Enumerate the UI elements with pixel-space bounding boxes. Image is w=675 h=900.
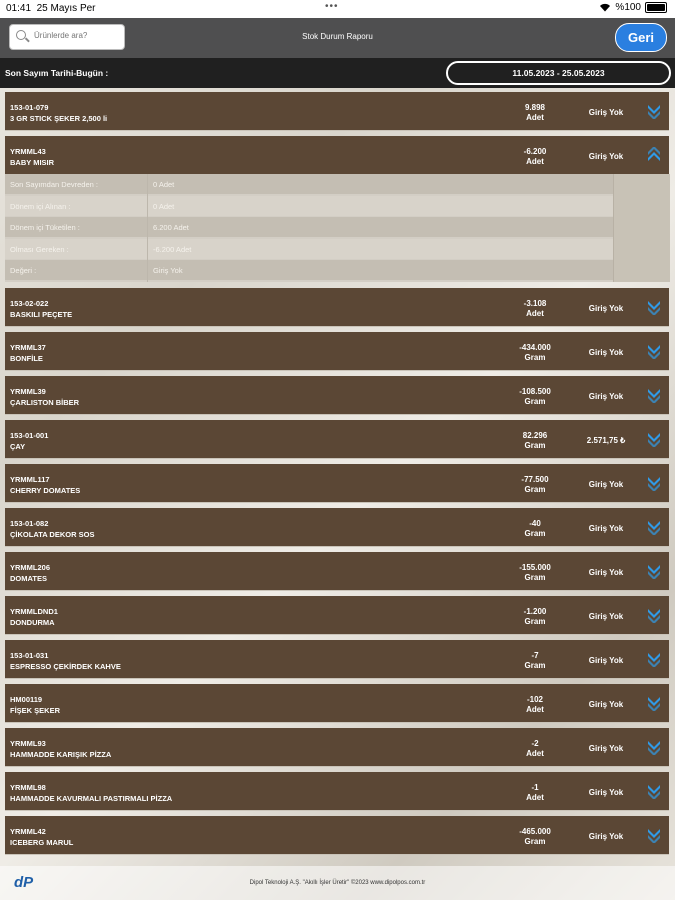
quantity-value: -155.000 xyxy=(519,563,551,572)
detail-value: Giriş Yok xyxy=(153,266,183,276)
detail-key: Dönem içi Alınan : xyxy=(10,201,71,211)
product-name: BABY MISIR xyxy=(10,158,55,167)
date-bar xyxy=(0,58,675,88)
product-status: Giriş Yok xyxy=(588,656,624,665)
table-row[interactable] xyxy=(5,772,669,810)
table-row[interactable] xyxy=(5,640,669,678)
table-row[interactable] xyxy=(5,92,669,130)
page-title: Stok Durum Raporu xyxy=(302,32,373,41)
table-row[interactable] xyxy=(5,332,669,370)
stock-list xyxy=(5,92,669,860)
product-name: ICEBERG MARUL xyxy=(10,838,74,847)
detail-value: 6.200 Adet xyxy=(153,223,189,233)
chevron-down-icon[interactable] xyxy=(646,695,662,711)
date-range-button[interactable]: 11.05.2023 - 25.05.2023 xyxy=(446,61,671,85)
product-status: Giriş Yok xyxy=(588,832,624,841)
product-code: YRMMLDND1 xyxy=(10,607,58,616)
product-quantity xyxy=(510,739,560,759)
product-code: 153-02-022 xyxy=(10,299,49,308)
table-row[interactable] xyxy=(5,552,669,590)
chevron-down-icon[interactable] xyxy=(646,103,662,119)
table-row[interactable] xyxy=(5,288,669,326)
footer xyxy=(0,866,675,900)
detail-value: 0 Adet xyxy=(153,180,175,189)
quantity-unit: Gram xyxy=(524,485,546,494)
product-status: Giriş Yok xyxy=(588,612,624,621)
product-status: Giriş Yok xyxy=(588,788,624,797)
product-name: CHERRY DOMATES xyxy=(10,486,81,495)
product-status: Giriş Yok xyxy=(588,480,624,489)
product-quantity xyxy=(510,783,560,803)
wifi-icon xyxy=(599,3,611,12)
detail-value: -6.200 Adet xyxy=(153,244,192,254)
product-quantity xyxy=(510,103,560,123)
quantity-value: -1.200 xyxy=(523,607,547,616)
product-code: YRMML93 xyxy=(10,739,46,748)
chevron-down-icon[interactable] xyxy=(646,827,662,843)
chevron-down-icon[interactable] xyxy=(646,519,662,535)
top-bar xyxy=(0,18,675,58)
quantity-unit: Gram xyxy=(524,617,546,626)
quantity-value: -3.108 xyxy=(523,299,547,308)
quantity-unit: Adet xyxy=(526,309,544,318)
chevron-down-icon[interactable] xyxy=(646,563,662,579)
product-status: Giriş Yok xyxy=(588,304,624,313)
table-row[interactable] xyxy=(5,816,669,854)
product-status: Giriş Yok xyxy=(588,568,624,577)
product-code: HM00119 xyxy=(10,695,43,704)
detail-key: Son Sayımdan Devreden : xyxy=(10,180,98,189)
product-quantity xyxy=(510,387,560,407)
product-name: HAMMADDE KARIŞIK PİZZA xyxy=(10,750,112,759)
battery-percent: %100 xyxy=(615,2,641,13)
table-row[interactable] xyxy=(5,728,669,766)
product-code: YRMML37 xyxy=(10,343,46,352)
quantity-unit: Gram xyxy=(524,397,546,406)
quantity-unit: Adet xyxy=(526,113,544,122)
chevron-down-icon[interactable] xyxy=(646,299,662,315)
chevron-down-icon[interactable] xyxy=(646,607,662,623)
product-name: DONDURMA xyxy=(10,618,55,627)
quantity-value: -465.000 xyxy=(519,827,551,836)
quantity-unit: Gram xyxy=(524,353,546,362)
product-name: FİŞEK ŞEKER xyxy=(10,706,61,715)
detail-row xyxy=(5,239,613,259)
product-name: BASKILI PEÇETE xyxy=(10,310,73,319)
quantity-value: -102 xyxy=(526,695,543,704)
quantity-value: -108.500 xyxy=(519,387,551,396)
chevron-up-icon[interactable] xyxy=(646,147,662,163)
product-status: Giriş Yok xyxy=(588,392,624,401)
chevron-down-icon[interactable] xyxy=(646,651,662,667)
row-detail-panel xyxy=(5,174,669,282)
product-name: 3 GR STICK ŞEKER 2,500 li xyxy=(10,114,108,123)
quantity-value: 9.898 xyxy=(524,103,546,112)
product-name: HAMMADDE KAVURMALI PASTIRMALI PİZZA xyxy=(10,794,173,803)
chevron-down-icon[interactable] xyxy=(646,387,662,403)
detail-key: Olması Gereken : xyxy=(10,244,69,254)
detail-side-panel xyxy=(613,174,670,282)
chevron-down-icon[interactable] xyxy=(646,475,662,491)
product-quantity xyxy=(510,431,560,451)
product-status: 2.571,75 ₺ xyxy=(586,436,626,445)
product-status: Giriş Yok xyxy=(588,524,624,533)
quantity-value: -77.500 xyxy=(521,475,549,484)
dipol-logo: dP xyxy=(14,874,34,891)
battery-icon xyxy=(645,2,667,13)
quantity-unit: Gram xyxy=(524,661,546,670)
product-quantity xyxy=(510,519,560,539)
chevron-down-icon[interactable] xyxy=(646,343,662,359)
product-name: DOMATES xyxy=(10,574,47,583)
quantity-unit: Gram xyxy=(524,529,546,538)
product-name: ÇAY xyxy=(10,442,26,451)
product-code: 153-01-031 xyxy=(10,651,49,660)
table-row[interactable] xyxy=(5,420,669,458)
chevron-down-icon[interactable] xyxy=(646,783,662,799)
multitask-dots[interactable]: ••• xyxy=(325,1,339,12)
detail-key: Dönem içi Tüketilen : xyxy=(10,223,80,233)
table-row[interactable] xyxy=(5,596,669,634)
detail-row xyxy=(5,217,613,237)
quantity-value: -7 xyxy=(531,651,539,660)
product-code: 153-01-082 xyxy=(10,519,49,528)
table-row[interactable] xyxy=(5,464,669,502)
product-code: YRMML206 xyxy=(10,563,51,572)
quantity-unit: Gram xyxy=(524,837,546,846)
detail-key: Değeri : xyxy=(10,266,37,276)
date-label: Son Sayım Tarihi-Bugün : xyxy=(5,68,109,78)
product-quantity xyxy=(510,827,560,847)
product-quantity xyxy=(510,343,560,363)
quantity-value: -2 xyxy=(531,739,539,748)
quantity-value: 82.296 xyxy=(522,431,548,440)
product-quantity xyxy=(510,607,560,627)
product-code: YRMML98 xyxy=(10,783,46,792)
table-row[interactable] xyxy=(5,684,669,722)
product-name: BONFİLE xyxy=(10,354,43,363)
product-quantity xyxy=(510,651,560,671)
detail-row xyxy=(5,196,613,216)
product-code: 153-01-079 xyxy=(10,103,49,112)
quantity-value: -6.200 xyxy=(523,147,547,156)
product-quantity xyxy=(510,147,560,167)
product-code: YRMML39 xyxy=(10,387,46,396)
product-status: Giriş Yok xyxy=(588,348,624,357)
product-status: Giriş Yok xyxy=(588,108,624,117)
product-code: YRMML117 xyxy=(10,475,50,484)
product-status: Giriş Yok xyxy=(588,744,624,753)
back-button[interactable]: Geri xyxy=(615,23,667,52)
status-right xyxy=(599,2,667,13)
product-name: ÇİKOLATA DEKOR SOS xyxy=(10,530,95,539)
product-quantity xyxy=(510,563,560,583)
quantity-value: -40 xyxy=(529,519,541,528)
status-time: 01:41 25 Mayıs Per xyxy=(6,3,96,14)
detail-value: 0 Adet xyxy=(153,201,175,211)
product-quantity xyxy=(510,695,560,715)
product-name: ÇARLISTON BİBER xyxy=(10,398,80,407)
table-row[interactable] xyxy=(5,136,669,174)
product-status: Giriş Yok xyxy=(588,700,624,709)
chevron-down-icon[interactable] xyxy=(646,739,662,755)
product-quantity xyxy=(510,475,560,495)
product-code: 153-01-001 xyxy=(10,431,49,440)
quantity-unit: Adet xyxy=(526,793,544,802)
quantity-value: -434.000 xyxy=(519,343,551,352)
quantity-unit: Adet xyxy=(526,705,544,714)
quantity-unit: Adet xyxy=(526,157,544,166)
quantity-unit: Gram xyxy=(524,573,546,582)
quantity-unit: Adet xyxy=(526,749,544,758)
chevron-down-icon[interactable] xyxy=(646,431,662,447)
detail-row xyxy=(5,174,613,194)
product-name: ESPRESSO ÇEKİRDEK KAHVE xyxy=(10,662,121,671)
detail-row xyxy=(5,260,613,280)
product-status: Giriş Yok xyxy=(588,152,624,161)
product-code: YRMML43 xyxy=(10,147,46,156)
status-bar xyxy=(0,0,675,18)
footer-text: Dipol Teknoloji A.Ş. "Akıllı İşler Üretir" ©2023 www.dipolpos.com.tr xyxy=(249,880,426,886)
table-row[interactable] xyxy=(5,376,669,414)
detail-divider xyxy=(147,174,148,282)
product-code: YRMML42 xyxy=(10,827,46,836)
quantity-unit: Gram xyxy=(524,441,546,450)
product-quantity xyxy=(510,299,560,319)
table-row[interactable] xyxy=(5,508,669,546)
quantity-value: -1 xyxy=(531,783,539,792)
